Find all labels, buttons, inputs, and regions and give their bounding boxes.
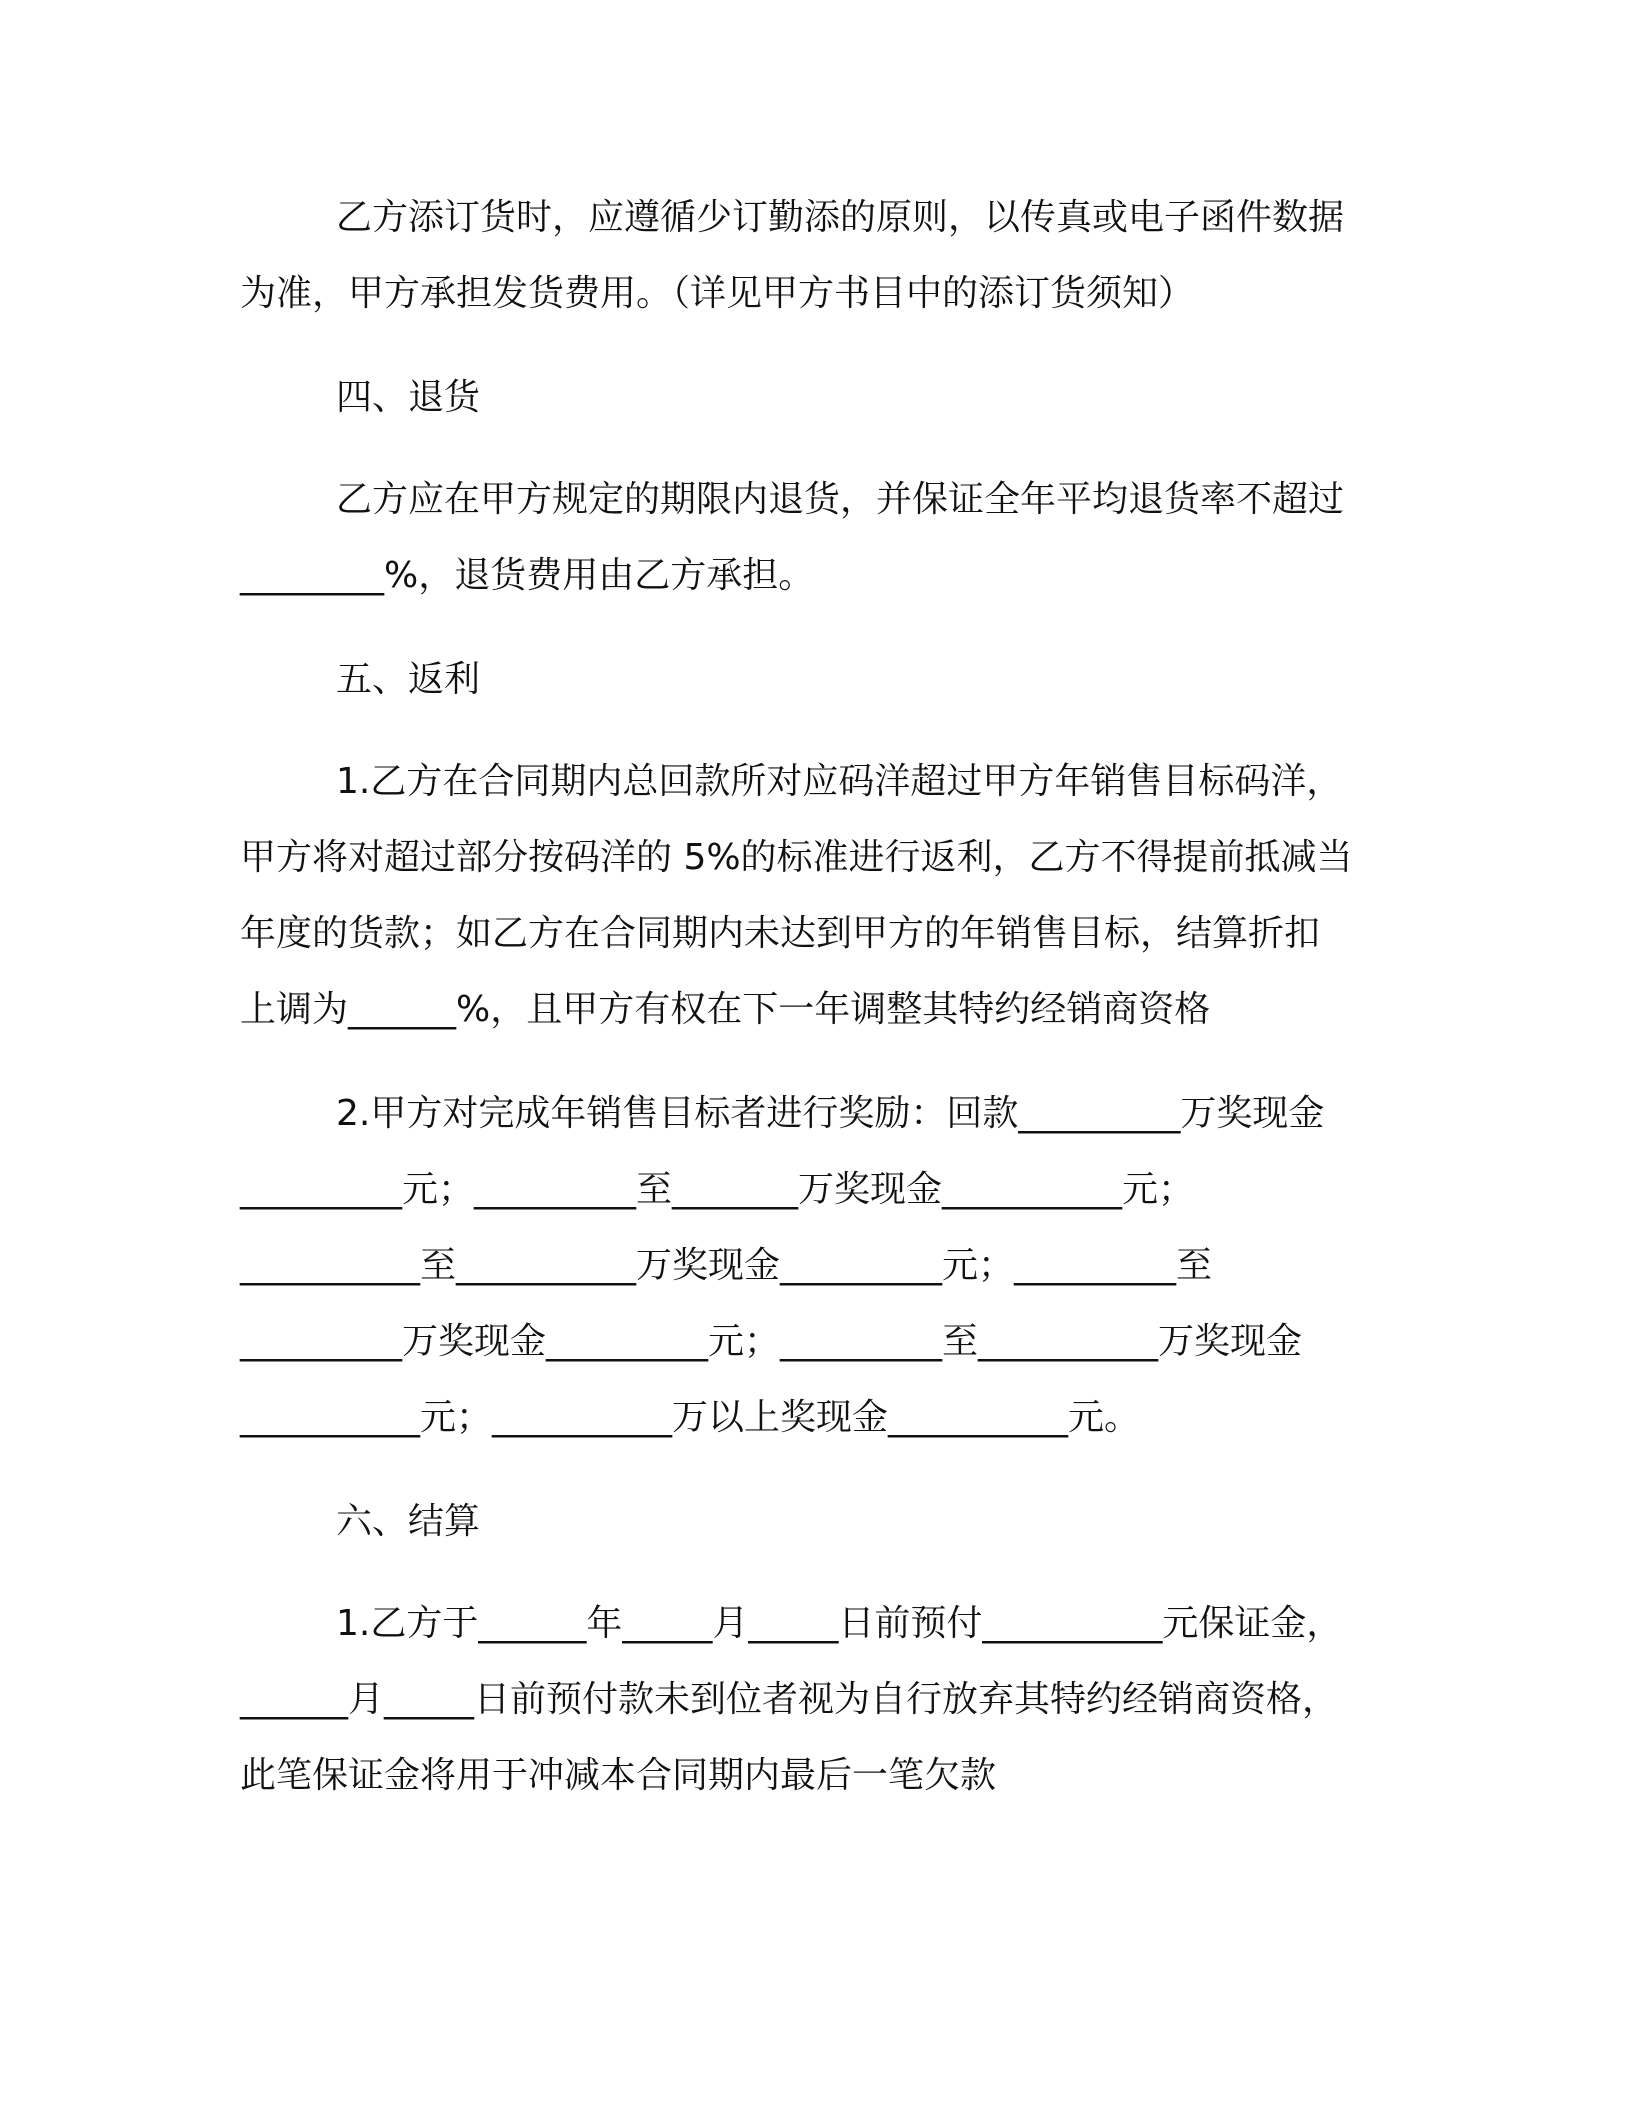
paragraph-line-3: 乙方应在甲方规定的期限内退货，并保证全年平均退货率不超过 <box>336 479 1345 520</box>
paragraph-line-13: __________元；__________万以上奖现金__________元。 <box>240 1397 1141 1438</box>
paragraph-line-16: 此笔保证金将用于冲减本合同期内最后一笔欠款 <box>240 1755 997 1796</box>
paragraph-line-4: ________%，退货费用由乙方承担。 <box>240 555 815 596</box>
paragraph-line-8: 上调为______%，且甲方有权在下一年调整其特约经销商资格 <box>240 989 1211 1030</box>
paragraph-line-11: __________至__________万奖现金_________元；_________至 <box>240 1245 1213 1286</box>
paragraph-line-2: 为准，甲方承担发货费用。（详见甲方书目中的添订货须知） <box>240 273 1195 314</box>
paragraph-line-1: 乙方添订货时，应遵循少订勤添的原则，以传真或电子函件数据 <box>336 197 1345 238</box>
section-heading-rebate: 五、返利 <box>336 659 481 700</box>
paragraph-line-5: 1.乙方在合同期内总回款所对应码洋超过甲方年销售目标码洋， <box>336 761 1343 802</box>
paragraph-line-6: 甲方将对超过部分按码洋的 5%的标准进行返利，乙方不得提前抵减当 <box>240 837 1353 878</box>
paragraph-line-10: _________元；_________至_______万奖现金__________元； <box>240 1169 1195 1210</box>
paragraph-line-7: 年度的货款；如乙方在合同期内未达到甲方的年销售目标，结算折扣 <box>240 913 1321 954</box>
paragraph-line-15: ______月_____日前预付款未到位者视为自行放弃其特约经销商资格， <box>240 1679 1339 1720</box>
paragraph-line-9: 2.甲方对完成年销售目标者进行奖励：回款_________万奖现金 <box>336 1093 1325 1134</box>
section-heading-returns: 四、退货 <box>336 377 481 418</box>
section-heading-settlement: 六、结算 <box>336 1501 481 1542</box>
paragraph-line-14: 1.乙方于______年_____月_____日前预付__________元保证金， <box>336 1603 1343 1644</box>
paragraph-line-12: _________万奖现金_________元；_________至__________万奖现金 <box>240 1321 1303 1362</box>
